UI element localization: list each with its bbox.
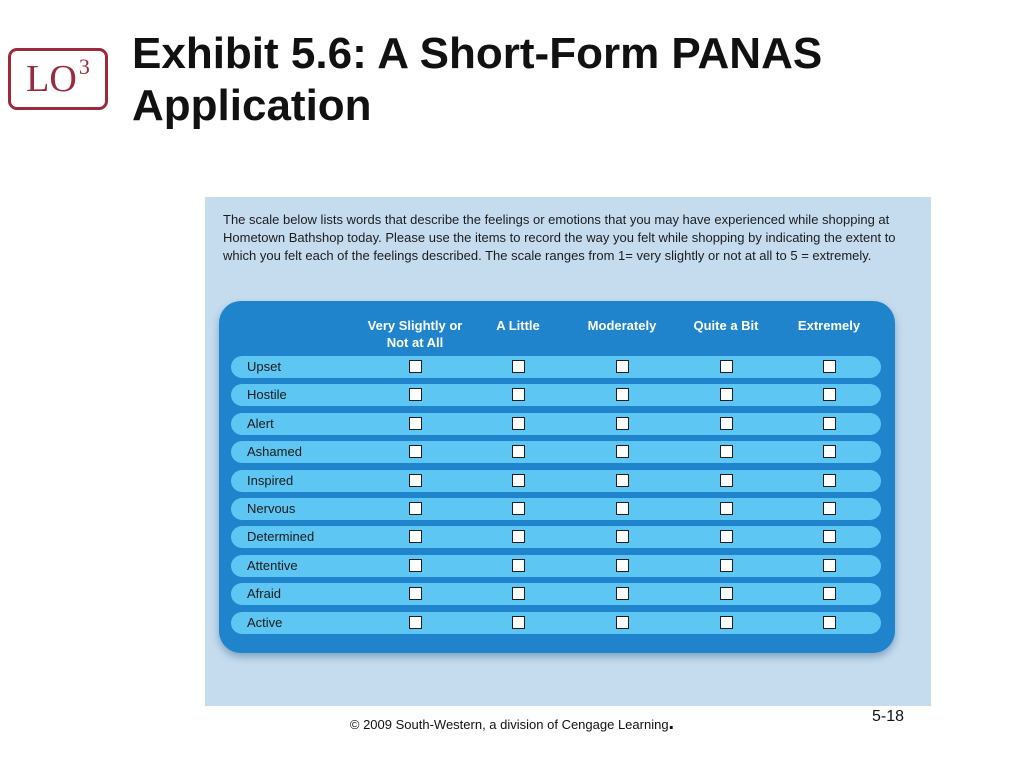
scale-row-determined[interactable] [231, 526, 881, 548]
checkbox-afraid-1[interactable] [409, 587, 422, 600]
checkbox-nervous-5[interactable] [823, 502, 836, 515]
checkbox-attentive-5[interactable] [823, 559, 836, 572]
scale-row-label: Upset [247, 359, 281, 374]
checkbox-inspired-5[interactable] [823, 474, 836, 487]
checkbox-alert-5[interactable] [823, 417, 836, 430]
scale-row-upset[interactable] [231, 356, 881, 378]
checkbox-afraid-5[interactable] [823, 587, 836, 600]
scale-row-hostile[interactable] [231, 384, 881, 406]
checkbox-upset-1[interactable] [409, 360, 422, 373]
scale-row-alert[interactable] [231, 413, 881, 435]
checkbox-active-4[interactable] [720, 616, 733, 629]
scale-row-label: Hostile [247, 387, 287, 403]
scale-row-label: Determined [247, 529, 315, 545]
checkbox-attentive-2[interactable] [512, 559, 525, 572]
checkbox-alert-4[interactable] [720, 417, 733, 430]
checkbox-inspired-3[interactable] [616, 474, 629, 487]
checkbox-determined-2[interactable] [512, 530, 525, 543]
checkbox-attentive-4[interactable] [720, 559, 733, 572]
column-header-quite-a-bit: Quite a Bit [693, 318, 759, 333]
checkbox-upset-2[interactable] [512, 360, 525, 373]
checkbox-ashamed-4[interactable] [720, 445, 733, 458]
scale-row-afraid[interactable] [231, 583, 881, 605]
checkbox-active-3[interactable] [616, 616, 629, 629]
checkbox-afraid-3[interactable] [616, 587, 629, 600]
checkbox-ashamed-5[interactable] [823, 445, 836, 458]
scale-row-active[interactable] [231, 612, 881, 634]
checkbox-determined-5[interactable] [823, 530, 836, 543]
checkbox-determined-3[interactable] [616, 530, 629, 543]
checkbox-upset-5[interactable] [823, 360, 836, 373]
checkbox-inspired-1[interactable] [409, 474, 422, 487]
slide-title: Exhibit 5.6: A Short-Form PANAS Application [132, 29, 823, 130]
copyright-footer [0, 712, 1024, 735]
column-header-a-little: A Little [496, 318, 540, 333]
checkbox-nervous-3[interactable] [616, 502, 629, 515]
checkbox-inspired-2[interactable] [512, 474, 525, 487]
lo-badge [8, 48, 108, 110]
checkbox-hostile-1[interactable] [409, 388, 422, 401]
checkbox-attentive-1[interactable] [409, 559, 422, 572]
slide-number: 5-18 [872, 708, 905, 725]
column-header-moderately: Moderately [587, 318, 657, 333]
checkbox-active-5[interactable] [823, 616, 836, 629]
checkbox-hostile-3[interactable] [616, 388, 629, 401]
checkbox-afraid-4[interactable] [720, 587, 733, 600]
scale-row-label: Active [247, 614, 283, 630]
scale-row-label: Nervous [247, 501, 296, 516]
rating-scale-panel [219, 301, 895, 653]
copyright-text: © 2009 South-Western, a division of Cengage Learning [349, 717, 669, 732]
scale-row-label: Afraid [247, 586, 281, 602]
checkbox-active-1[interactable] [409, 616, 422, 629]
checkbox-inspired-4[interactable] [720, 474, 733, 487]
checkbox-attentive-3[interactable] [616, 559, 629, 572]
checkbox-alert-2[interactable] [512, 417, 525, 430]
checkbox-ashamed-3[interactable] [616, 445, 629, 458]
checkbox-hostile-4[interactable] [720, 388, 733, 401]
checkbox-afraid-2[interactable] [512, 587, 525, 600]
exhibit-figure [205, 197, 931, 706]
scale-row-ashamed[interactable] [231, 441, 881, 463]
checkbox-alert-1[interactable] [409, 417, 422, 430]
scale-row-label: Inspired [247, 472, 294, 488]
checkbox-ashamed-1[interactable] [409, 445, 422, 458]
scale-row-nervous[interactable] [231, 498, 881, 520]
instructions-text: The scale below lists words that describe the feelings or emotions that you may have experienced while shopping at Hometown Bathshop today. Please use the items to record the way you felt while shopping by indicating the extent to which you felt each of the feelings described. The scale ranges from 1= very slightly or not at all to 5 = extremely. [223, 212, 896, 263]
copyright-dot: . [668, 712, 675, 734]
checkbox-upset-4[interactable] [720, 360, 733, 373]
checkbox-hostile-5[interactable] [823, 388, 836, 401]
scale-row-label: Ashamed [247, 444, 302, 460]
checkbox-upset-3[interactable] [616, 360, 629, 373]
column-header-very-slightly: Very Slightly or Not at All [367, 318, 463, 350]
checkbox-ashamed-2[interactable] [512, 445, 525, 458]
checkbox-hostile-2[interactable] [512, 388, 525, 401]
checkbox-nervous-4[interactable] [720, 502, 733, 515]
scale-row-inspired[interactable] [231, 470, 881, 492]
checkbox-nervous-2[interactable] [512, 502, 525, 515]
checkbox-determined-1[interactable] [409, 530, 422, 543]
scale-row-label: Alert [247, 415, 274, 431]
lo-badge-text: LO [26, 58, 77, 100]
scale-row-label: Attentive [247, 557, 298, 573]
lo-badge-number: 3 [78, 54, 90, 79]
checkbox-determined-4[interactable] [720, 530, 733, 543]
checkbox-alert-3[interactable] [616, 417, 629, 430]
checkbox-nervous-1[interactable] [409, 502, 422, 515]
checkbox-active-2[interactable] [512, 616, 525, 629]
scale-row-attentive[interactable] [231, 555, 881, 577]
column-header-extremely: Extremely [797, 318, 861, 333]
